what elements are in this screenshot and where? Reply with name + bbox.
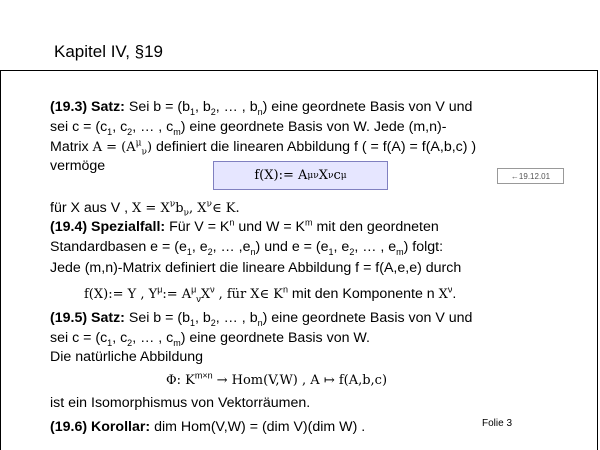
reference-link-button[interactable]: ←19.12.01 <box>497 168 564 184</box>
satz-19-5-line-1: (19.5) Satz: Sei $b = (b_1$, $b_2$, … , $b_n$) eine geordnete Basis von V und <box>50 310 473 328</box>
satz-19-5-line-3: Die natürliche Abbildung <box>50 349 204 365</box>
satz-19-3-line-2: sei $c = (c_1$, $c_2$, … , $c_m$) eine geordnete Basis von W. Jede (m,n)- <box>50 119 447 137</box>
spezial-19-4-formula: f(X):= Y , $Y^\mu:= A^\mu_\nu X^\nu$ , für X∈ $K^n$ mit den Komponente n $X^\nu$. <box>84 284 457 304</box>
slide-number: Folie 3 <box>482 418 513 429</box>
satz-19-5-formula: Φ: $K^{m\times n} \to Hom(V,W)$ , A ↦ f(A,b,c) <box>166 370 388 388</box>
spezial-19-4-line-2: Standardbasen $e = (e_1$, $e_2$, … $,e_n$) und $e = (e_1$, $e_2$, … , $e_m$) folgt: <box>50 239 444 257</box>
spezial-19-4-line-3: Jede (m,n)-Matrix definiert die lineare Abbildung f = f(A,e,e) durch <box>50 260 462 276</box>
spezial-19-4-label: (19.4) Spezialfall: <box>50 219 166 235</box>
satz-19-3-line-1: (19.3) Satz: Sei $b = (b_1$, $b_2$, … , $b_n$) eine geordnete Basis von V und <box>50 99 473 117</box>
satz-19-5-line-2: sei $c = (c_1$, $c_2$, … , $c_m$) eine geordnete Basis von W. <box>50 330 370 348</box>
spezial-19-4-line-1: (19.4) Spezialfall: Für $V = K^n$ und $W = K^m$ mit den geordneten <box>50 217 439 235</box>
satz-19-3-line-4: vermöge <box>50 158 106 174</box>
satz-19-3-label: (19.3) Satz: <box>50 99 125 115</box>
matrix-formula: $A = (A^\mu_\nu)$ <box>92 138 153 158</box>
page-title: Kapitel IV, §19 <box>54 42 164 61</box>
korollar-19-6: (19.6) Korollar: dim Hom(V,W) = (dim V)(dim W) . <box>50 419 366 435</box>
korollar-19-6-label: (19.6) Korollar: <box>50 419 151 435</box>
satz-19-3-line-5: für X aus V , $X = X^\nu b_\nu$, $X^\nu\in$ K. <box>50 199 240 219</box>
formula-box: f(X):= A μ ν X ν c μ <box>213 161 388 190</box>
satz-19-3-line-3: Matrix $A = (A^\mu_\nu)$ definiert die linearen Abbildung f ( = f(A) = f(A,b,c) ) <box>50 138 477 158</box>
satz-19-5-line-5: ist ein Isomorphismus von Vektorräumen. <box>50 395 311 411</box>
satz-19-5-label: (19.5) Satz: <box>50 310 125 326</box>
